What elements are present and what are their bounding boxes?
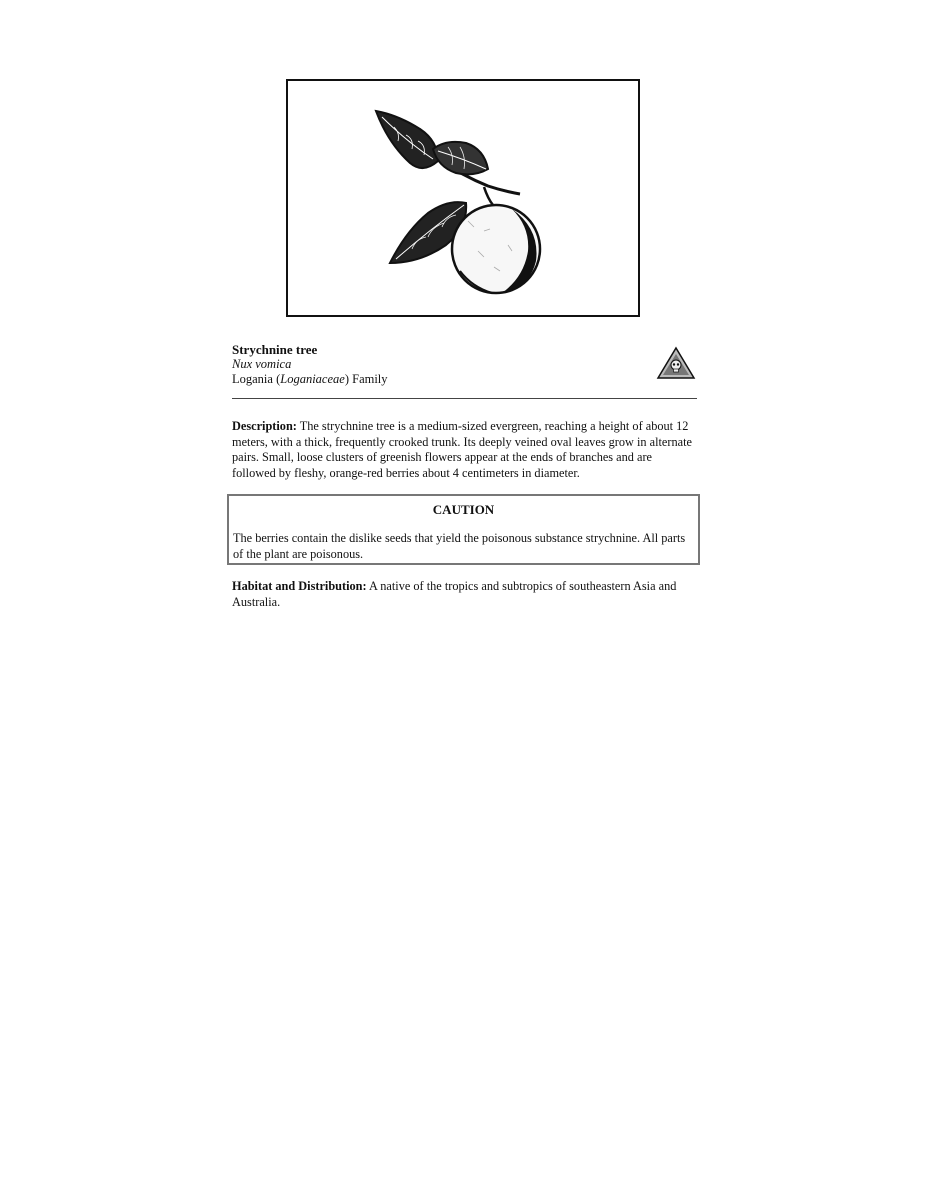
section-divider <box>232 398 697 399</box>
family-line <box>232 372 697 387</box>
common-name: Strychnine tree <box>232 342 318 357</box>
plant-illustration <box>286 79 640 317</box>
skull-warning-icon <box>656 346 696 380</box>
habitat-paragraph <box>232 579 698 610</box>
plant-header <box>232 342 697 387</box>
family-latin: Loganiaceae <box>280 372 345 386</box>
strychnine-fruit-illustration <box>288 81 638 315</box>
family-prefix: Logania ( <box>232 372 281 386</box>
description-paragraph <box>232 419 698 481</box>
habitat-label: Habitat and Distribution: <box>232 579 367 593</box>
family-suffix: ) Family <box>344 372 388 386</box>
description-label: Description: <box>232 419 297 433</box>
description-text: The strychnine tree is a medium-sized evergreen, reaching a height of about 12 meters, with a thick, frequently crooked trunk. Its deeply veined oval leaves grow in alternate pairs. Small, loose clusters of greenish flowers appear at the ends of branches and are followed by fleshy, orange-red berries about 4 centimeters in diameter. <box>232 419 692 480</box>
caution-box <box>227 494 700 565</box>
caution-title: CAUTION <box>432 502 495 517</box>
scientific-name: Nux vomica <box>232 357 292 371</box>
habitat-text: A native of the tropics and subtropics of southeastern Asia and Australia. <box>232 579 677 609</box>
caution-text: The berries contain the dislike seeds that yield the poisonous substance strychnine. All parts of the plant are poisonous. <box>233 531 686 561</box>
